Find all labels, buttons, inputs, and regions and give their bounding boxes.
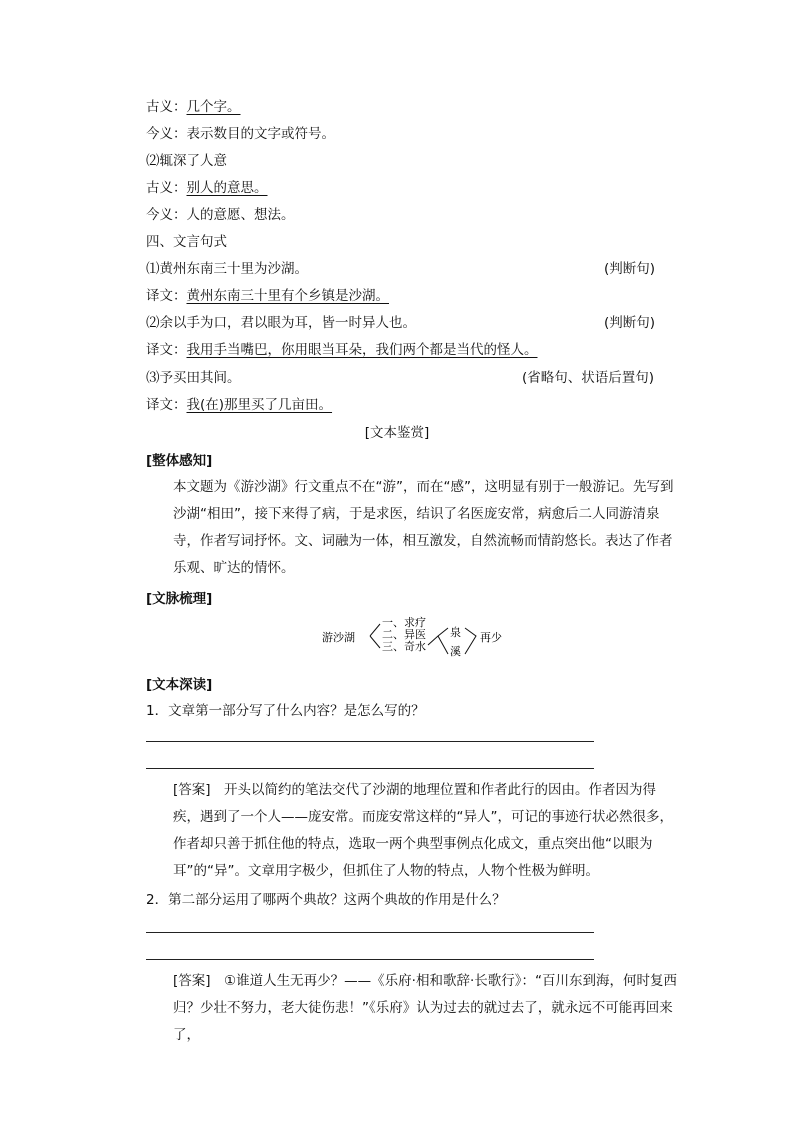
answer-tag: [答案] (173, 973, 211, 989)
deep-heading: [文本深读] (146, 677, 213, 693)
translation-2 (146, 341, 538, 359)
structure-branch-1: 一、求疗 (382, 616, 426, 629)
structure-heading: [文脉梳理] (146, 591, 213, 607)
translation-3 (146, 396, 332, 414)
jin-yi-1: 今义：表示数目的文字或符号。 (146, 126, 335, 142)
translation-value: 我(在)那里买了几亩田。 (186, 397, 333, 413)
answer-blank-line (146, 768, 594, 769)
structure-end: 再少 (480, 631, 502, 644)
structure-branch-2: 二、异医 (382, 628, 426, 641)
gu-yi-2 (146, 179, 268, 197)
structure-branch-3: 三、奇水 (382, 640, 426, 653)
sentence-3: ⑶予买田其间。 (146, 370, 241, 386)
translation-label: 译文： (146, 342, 187, 358)
gu-yi-value: 别人的意思。 (186, 180, 268, 196)
overall-text: 本文题为《游沙湖》行文重点不在“游”，而在“感”，这明显有别于一般游记。先写到沙湖“相田”，接下来得了病，于是求医，结识了名医庞安常，病愈后二人同游清泉寺，作者写词抒怀。文、词融为一体，相互激发，自然流畅而情韵悠长。表达了作者乐观、旷达的情怀。 (173, 479, 674, 576)
structure-root: 游沙湖 (322, 631, 355, 644)
overall-heading: [整体感知] (146, 453, 213, 469)
translation-label: 译文： (146, 288, 187, 304)
appreciation-title: [文本鉴赏] (364, 425, 430, 441)
translation-value: 我用手当嘴巴，你用眼当耳朵，我们两个都是当代的怪人。 (186, 342, 538, 358)
gu-yi-label: 古义： (146, 180, 187, 196)
jin-yi-2: 今义：人的意愿、想法。 (146, 207, 295, 223)
sentence-1-type: (判断句) (604, 261, 656, 277)
translation-label: 译文： (146, 397, 187, 413)
right-bracket (465, 628, 476, 654)
structure-sub-1: 泉 (450, 626, 461, 639)
sentence-2-type: (判断句) (604, 315, 656, 331)
vocab-item-2: ⑵辄深了人意 (146, 153, 227, 169)
answer-blank-line (146, 932, 594, 933)
answer-blank-line (146, 741, 594, 742)
gu-yi-label: 古义： (146, 99, 187, 115)
overall-paragraph (146, 474, 682, 582)
sentence-3-type: (省略句、状语后置句) (522, 370, 655, 386)
answer-text: 开头以简约的笔法交代了沙湖的地理位置和作者此行的因由。作者因为得疾，遇到了一个人——庞安常。而庞安常这样的“异人”，可记的事迹行状必然很多，作者却只善于抓住他的特点，选取一两个典型事例点化成文，重点突出他“以眼为耳”的“异”。文章用字极少，但抓住了人物的特点，人物个性极为鲜明。 (173, 782, 673, 879)
translation-1 (146, 287, 389, 305)
gu-yi-1 (146, 98, 241, 116)
left-bracket (370, 624, 380, 648)
answer-2 (146, 968, 682, 1049)
answer-text: ①谁道人生无再少？——《乐府·相和歌辞·长歌行》：“百川东到海，何时复西归？少壮不努力，老大徒伤悲！”《乐府》认为过去的就过去了，就永远不可能再回来了， (173, 973, 677, 1043)
sentence-1: ⑴黄州东南三十里为沙湖。 (146, 261, 308, 277)
answer-tag: [答案] (173, 782, 211, 798)
structure-sub-2: 溪 (450, 645, 461, 658)
gu-yi-value: 几个字。 (186, 99, 241, 115)
middle-bracket (428, 628, 448, 654)
question-1: 1．文章第一部分写了什么内容？是怎么写的？ (146, 703, 425, 719)
answer-1 (146, 777, 682, 885)
translation-value: 黄州东南三十里有个乡镇是沙湖。 (186, 288, 389, 304)
question-2: 2．第二部分运用了哪两个典故？这两个典故的作用是什么？ (146, 892, 506, 908)
section-heading-4: 四、文言句式 (146, 234, 227, 250)
sentence-2: ⑵余以手为口，君以眼为耳，皆一时异人也。 (146, 315, 416, 331)
structure-diagram (320, 614, 520, 660)
answer-blank-line (146, 959, 594, 960)
